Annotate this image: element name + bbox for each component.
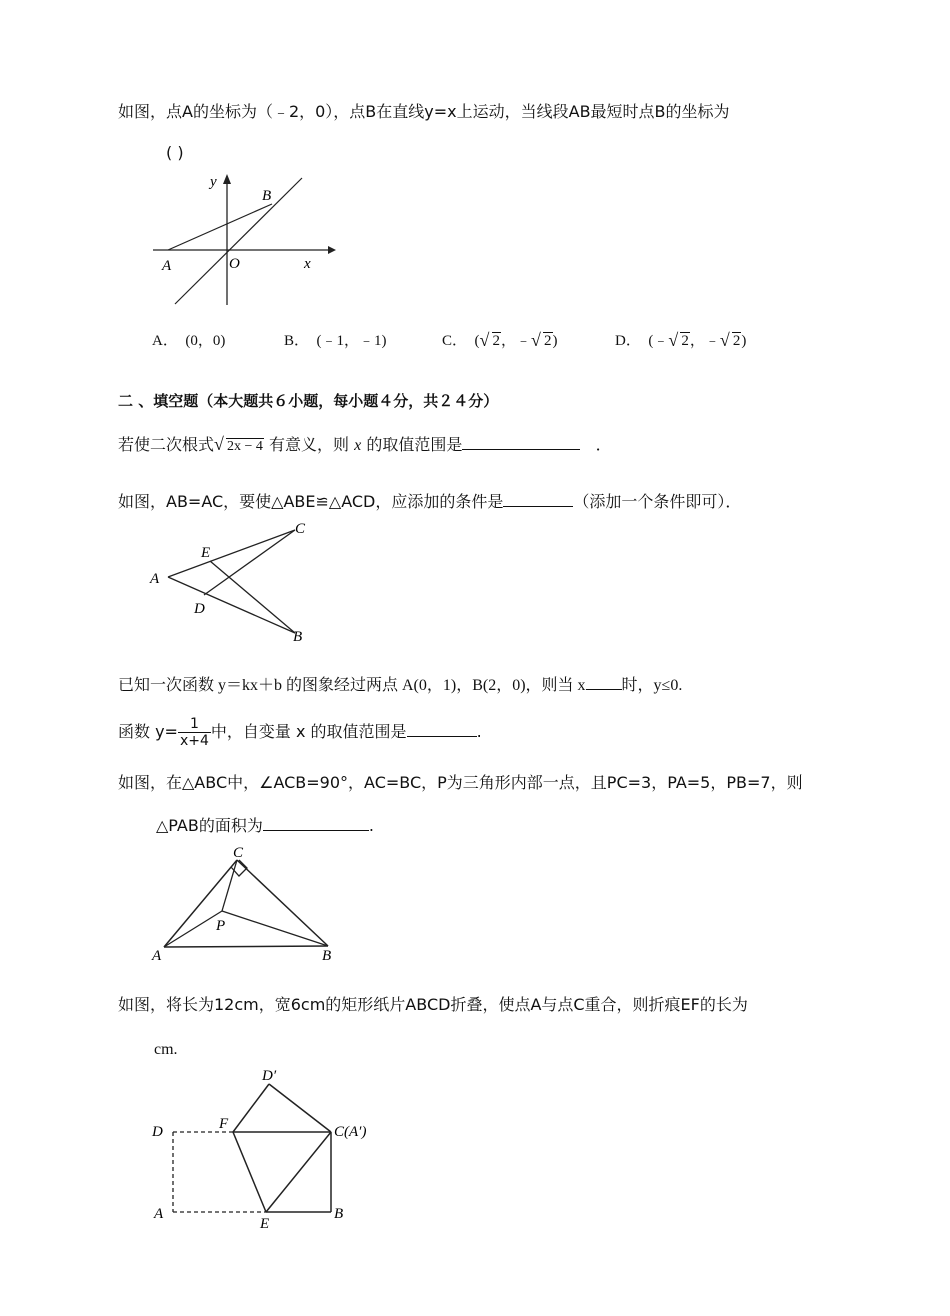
- q1-option-b[interactable]: B． (﹣1，﹣1): [284, 333, 387, 349]
- q2-answer-blank: [462, 433, 580, 450]
- q7-label-d: D: [152, 1124, 163, 1140]
- q6-segment-ab: [164, 946, 328, 947]
- q2-text: 若使二次根式√ 2x − 4 有意义，则 x 的取值范围是 ．: [118, 433, 612, 457]
- q1-option-a[interactable]: A． (0，0): [152, 333, 226, 349]
- q7-label-b: B: [334, 1206, 344, 1222]
- q7-text-b: cm.: [154, 1041, 178, 1058]
- q3-answer-blank: [503, 490, 573, 507]
- q7-label-c: C(A′): [334, 1124, 367, 1140]
- q4-answer-blank: [586, 673, 622, 690]
- q5-text: 函数 y= $\frac{1}{x+4}$ 中，自变量 x 的取值范围是 .: [118, 716, 482, 749]
- q6-segment-ac: [164, 860, 237, 947]
- q3-figure: [145, 515, 320, 647]
- q7-label-d1: D′: [262, 1068, 277, 1084]
- q6-figure: [150, 843, 340, 965]
- q1-label-a: A: [162, 258, 172, 274]
- q3-label-a: A: [150, 571, 160, 587]
- q6-segment-cb: [237, 860, 328, 946]
- q6-label-b: B: [322, 948, 332, 964]
- q7-text-a: 如图，将长为12cm，宽6cm的矩形纸片ABCD折叠，使点A与点C重合，则折痕EF的长为: [118, 995, 748, 1014]
- q7-label-f: F: [219, 1116, 229, 1132]
- q6-text-a: 如图，在△ABC中，∠ACB=90°，AC=BC，P为三角形内部一点，且PC=3，PA=5，PB=7，则: [118, 773, 803, 792]
- q7-segment-ec: [266, 1132, 331, 1212]
- q1-option-d[interactable]: D． (﹣√ 2，﹣√ 2): [615, 329, 746, 350]
- q3-text: 如图，AB=AC，要使△ABE≌△ACD，应添加的条件是 （添加一个条件即可）．: [118, 492, 742, 511]
- q7-label-e: E: [260, 1216, 270, 1232]
- q1-segment-ab: [168, 204, 272, 250]
- q1-answer-paren: ( ): [166, 143, 184, 162]
- q1-option-c[interactable]: C． (√ 2，﹣√ 2): [442, 329, 558, 350]
- q1-x-arrow: [328, 246, 336, 254]
- q1-label-b: B: [262, 188, 272, 204]
- q5-fraction: $\frac{1}{x+4}$: [179, 716, 209, 749]
- q6-segment-pc: [222, 860, 237, 911]
- q6-segment-pb: [222, 911, 328, 946]
- q7-segment-d1c: [269, 1084, 331, 1132]
- q7-figure: [148, 1062, 380, 1232]
- q6-answer-blank: [263, 814, 369, 831]
- q5-answer-blank: [407, 720, 477, 737]
- q4-text: 已知一次函数 y＝kx＋b 的图象经过两点 A(0，1)，B(2，0)，则当 x 时，y≤0.: [118, 673, 682, 696]
- q1-label-y: y: [210, 174, 217, 190]
- q6-text-b: △PAB的面积为 .: [156, 816, 374, 835]
- q1-y-arrow: [223, 174, 231, 184]
- q7-segment-fe: [233, 1132, 266, 1212]
- q3-segment-dc: [204, 530, 295, 595]
- q7-label-a: A: [154, 1206, 164, 1222]
- q3-segment-ab: [168, 577, 295, 633]
- section-title: 二 、填空题（本大题共６小题，每小题４分，共２４分）: [118, 392, 499, 410]
- q6-label-p: P: [216, 918, 226, 934]
- q1-label-o: O: [229, 256, 240, 272]
- q6-segment-pa: [164, 911, 222, 947]
- q1-text: 如图，点A的坐标为（﹣2，0），点B在直线y=x上运动，当线段AB最短时点B的坐标为: [118, 102, 730, 121]
- q3-label-b: B: [293, 629, 303, 645]
- q3-label-c: C: [295, 521, 306, 537]
- q3-label-e: E: [201, 545, 211, 561]
- q1-figure: [150, 170, 340, 310]
- q6-label-c: C: [233, 845, 244, 861]
- q6-label-a: A: [152, 948, 162, 964]
- q3-segment-ac: [168, 530, 295, 577]
- q1-line-yx: [175, 178, 302, 304]
- q7-segment-fd1: [233, 1084, 269, 1132]
- q3-label-d: D: [194, 601, 205, 617]
- q1-label-x: x: [304, 256, 311, 272]
- q3-segment-eb: [210, 561, 295, 633]
